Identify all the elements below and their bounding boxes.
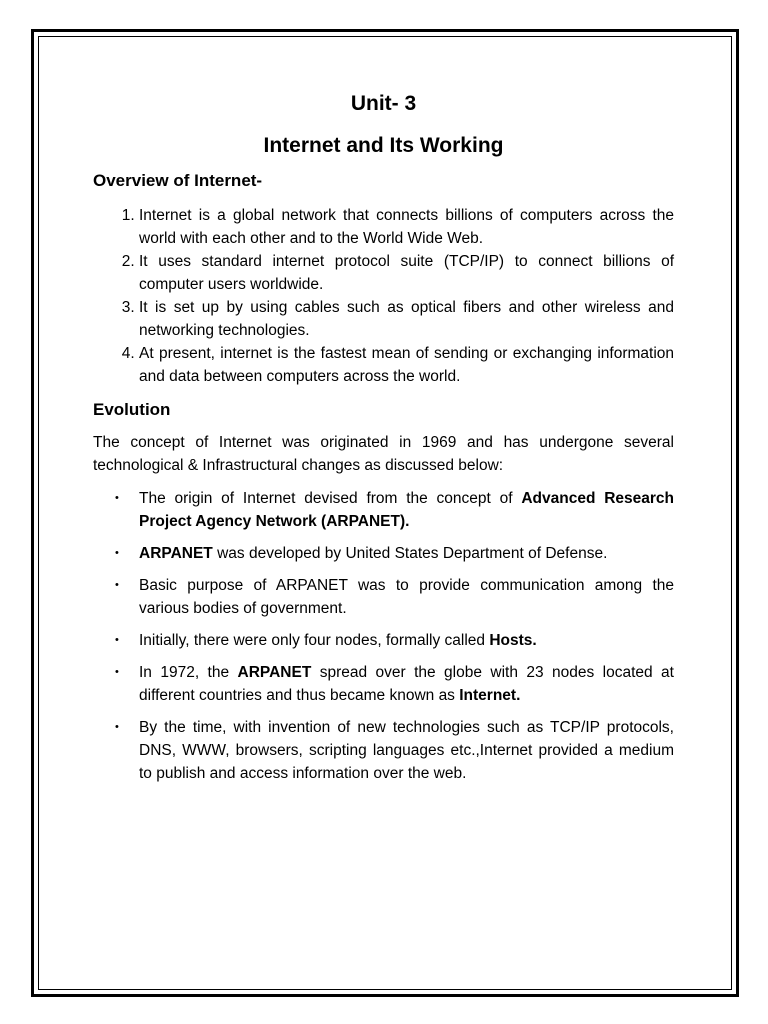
document-title: Internet and Its Working — [263, 134, 504, 157]
item-bold-text: ARPANET — [237, 664, 312, 681]
item-bold-text: Advanced Research Project Agency Network (ARPANET). — [139, 490, 674, 530]
overview-list — [93, 204, 674, 388]
bullet-icon: • — [115, 666, 119, 678]
bullet-icon: • — [115, 579, 119, 591]
bullet-icon: • — [115, 721, 119, 733]
list-item — [115, 716, 674, 785]
item-text: By the time, with invention of new technologies such as TCP/IP protocols, DNS, WWW, browsers, scripting languages etc.,Internet provided a medium to publish and access information over the web. — [139, 719, 674, 782]
list-item — [115, 542, 674, 565]
item-bold-text: ARPANET — [139, 545, 213, 562]
document-content — [93, 88, 674, 794]
list-item — [115, 487, 674, 533]
item-text: The origin of Internet devised from the concept of — [139, 490, 522, 507]
item-bold-text: Internet. — [459, 687, 521, 704]
overview-heading: Overview of Internet- — [93, 171, 263, 190]
list-item: 1. Internet is a global network that connects billions of computers across the world with each other and to the World Wide Web. — [139, 204, 674, 250]
item-text: In 1972, the — [139, 664, 238, 681]
bullet-icon: • — [115, 492, 119, 504]
bullet-icon: • — [115, 547, 119, 559]
evolution-heading: Evolution — [93, 400, 171, 419]
bullet-icon: • — [115, 634, 119, 646]
item-text: Initially, there were only four nodes, formally called — [139, 632, 490, 649]
list-item — [115, 661, 674, 707]
item-text: spread over the globe with 23 nodes located at different countries and thus became known as — [139, 664, 674, 704]
list-item — [115, 629, 674, 652]
item-bold-text: Hosts. — [489, 632, 537, 649]
list-item: 2. It uses standard internet protocol suite (TCP/IP) to connect billions of computer users worldwide. — [139, 250, 674, 296]
list-item: 4. At present, internet is the fastest mean of sending or exchanging information and data between computers across the world. — [139, 342, 674, 388]
item-text: Basic purpose of ARPANET was to provide communication among the various bodies of government. — [139, 577, 674, 617]
evolution-intro: The concept of Internet was originated in 1969 and has undergone several technological & Infrastructural changes as discussed below: — [93, 434, 674, 474]
list-item: 3. It is set up by using cables such as optical fibers and other wireless and networking technologies. — [139, 296, 674, 342]
unit-title: Unit- 3 — [350, 92, 417, 115]
evolution-list — [93, 487, 674, 785]
item-text: was developed by United States Department of Defense. — [212, 545, 608, 562]
list-item — [115, 574, 674, 620]
